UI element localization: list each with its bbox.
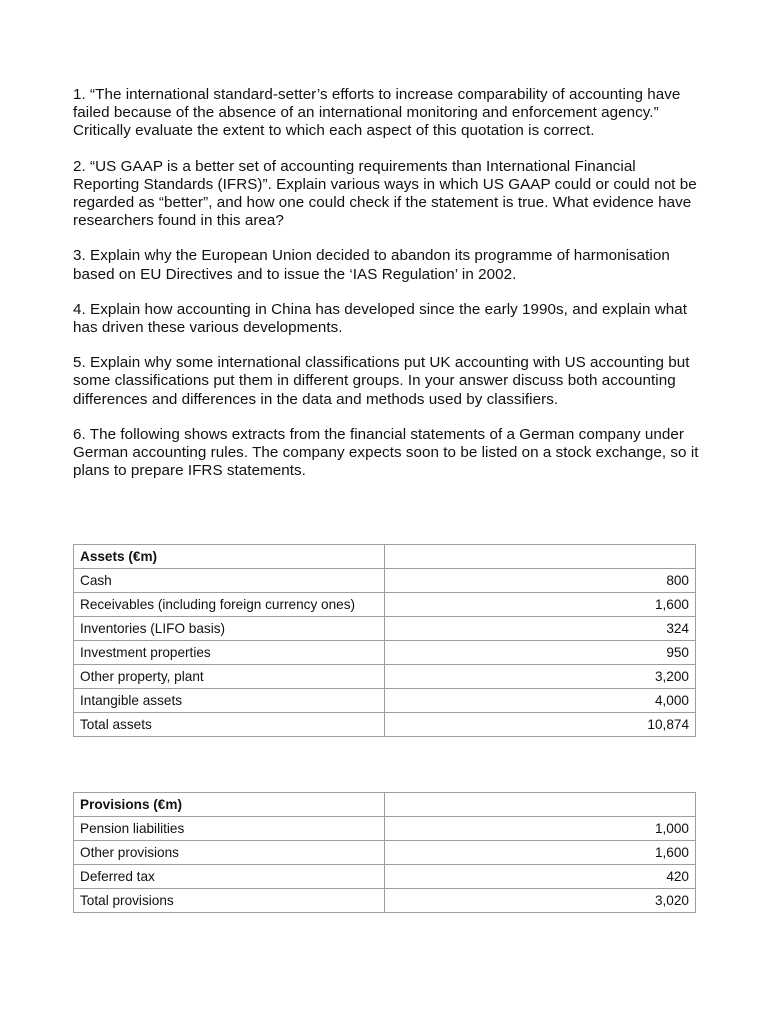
row-label: Other provisions — [74, 841, 385, 865]
row-label: Intangible assets — [74, 689, 385, 713]
row-value: 1,000 — [385, 817, 696, 841]
question-1: 1. “The international standard-setter’s efforts to increase comparability of accounting have failed because of the absence of an international monitoring and enforcement agency.” Critically evaluate the extent to which each aspect of this quotation is correct. — [73, 86, 681, 140]
table-row — [74, 713, 696, 737]
row-value: 950 — [385, 641, 696, 665]
row-value: 3,020 — [385, 889, 696, 913]
row-label: Cash — [74, 569, 385, 593]
table-row — [74, 569, 696, 593]
row-value: 1,600 — [385, 593, 696, 617]
question-2: 2. “US GAAP is a better set of accounting requirements than International Financial Reporting Standards (IFRS)”. Explain various ways in which US GAAP could or could not be regarded as “better”, and how one could check if the statement is true. What evidence have researchers found in this area? — [73, 157, 697, 230]
table-header-row — [74, 793, 696, 817]
table-row — [74, 617, 696, 641]
row-label: Total assets — [74, 713, 385, 737]
question-3: 3. Explain why the European Union decided to abandon its programme of harmonisation based on EU Directives and to issue the ‘IAS Regulation’ in 2002. — [73, 247, 670, 283]
provisions-table-header-blank — [385, 793, 696, 817]
table-row — [74, 641, 696, 665]
row-label: Inventories (LIFO basis) — [74, 617, 385, 641]
question-5: 5. Explain why some international classifications put UK accounting with US accounting but some classifications put them in different groups. In your answer discuss both accounting differences and differences in the data and methods used by classifiers. — [73, 354, 690, 408]
table-row — [74, 665, 696, 689]
table-row — [74, 593, 696, 617]
row-value: 1,600 — [385, 841, 696, 865]
table-row — [74, 889, 696, 913]
row-value: 3,200 — [385, 665, 696, 689]
row-value: 4,000 — [385, 689, 696, 713]
row-label: Pension liabilities — [74, 817, 385, 841]
row-label: Other property, plant — [74, 665, 385, 689]
assets-table — [73, 544, 696, 737]
table-row — [74, 817, 696, 841]
table-row — [74, 689, 696, 713]
table-header-row — [74, 545, 696, 569]
question-4: 4. Explain how accounting in China has developed since the early 1990s, and explain what has driven these various developments. — [73, 300, 687, 337]
provisions-table-header: Provisions (€m) — [74, 793, 385, 817]
row-label: Deferred tax — [74, 865, 385, 889]
provisions-table — [73, 792, 696, 913]
table-row — [74, 841, 696, 865]
document-page — [73, 86, 703, 908]
row-label: Investment properties — [74, 641, 385, 665]
row-value: 10,874 — [385, 713, 696, 737]
row-value: 420 — [385, 865, 696, 889]
row-label: Receivables (including foreign currency ones) — [74, 593, 385, 617]
table-row — [74, 865, 696, 889]
row-value: 324 — [385, 617, 696, 641]
assets-table-header-blank — [385, 545, 696, 569]
question-6: 6. The following shows extracts from the financial statements of a German company under German accounting rules. The company expects soon to be listed on a stock exchange, so it plans to prepare IFRS statements. — [73, 425, 699, 480]
row-value: 800 — [385, 569, 696, 593]
row-label: Total provisions — [74, 889, 385, 913]
assets-table-header: Assets (€m) — [74, 545, 385, 569]
